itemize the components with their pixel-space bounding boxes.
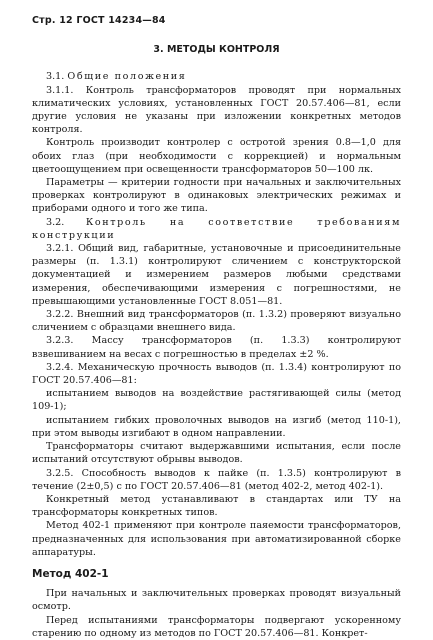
clause-3-2-5: 3.2.5. Способность выводов к пайке (п. 1.3.5) контролируют в течение (2±0,5) с по ГОСТ 20.57.406—81 (метод 402-2, метод 402-1).: [32, 467, 401, 492]
clause-title: Контроль на соответствие требованиям конструкции: [32, 216, 402, 241]
clause-number: 3.2.: [46, 216, 86, 228]
paragraph-visual-inspection: При начальных и заключительных проверках проводят визуальный осмотр.: [32, 588, 401, 613]
paragraph-bend-test: испытанием гибких проволочных выводов на изгиб (метод 110-1), при этом выводы изгибают в одном направлении.: [32, 414, 401, 439]
page-header: Стр. 12 ГОСТ 14234—84: [32, 15, 166, 26]
paragraph-tension-test: испытанием выводов на воздействие растягивающей силы (метод 109-1);: [32, 388, 401, 413]
clause-3-2-4: 3.2.4. Механическую прочность выводов (п. 1.3.4) контролируют по ГОСТ 20.57.406—81:: [32, 361, 401, 387]
paragraph-operator: Контроль производит контролер с остротой зрения 0.8—1,0 для обоих глаз (при необходимости с коррекцией) и нормальным цветоощущением при освещенности трансформаторов 50—100 лк.: [32, 137, 401, 175]
clause-3-2-3: 3.2.3. Массу трансформаторов (п. 1.3.3) контролируют взвешиванием на весах с погрешностью в пределах ±2 %.: [32, 335, 401, 360]
paragraph-withstood: Трансформаторы считают выдержавшими испытания, если после испытаний отсутствуют обрывы выводов.: [32, 441, 401, 466]
paragraph-specific-method: Конкретный метод устанавливают в стандартах или ТУ на трансформаторы конкретных типов.: [32, 493, 401, 519]
clause-title: Общие положения: [67, 71, 187, 83]
clause-3-1-heading: [32, 70, 401, 83]
paragraph-aging: Перед испытаниями трансформаторы подвергают ускоренному старению по одному из методов по ГОСТ 20.57.406—81. Конкрет-: [32, 614, 401, 639]
subheading-method-402-1: Метод 402-1: [32, 567, 109, 580]
clause-3-2-2: 3.2.2. Внешний вид трансформаторов (п. 1.3.2) проверяют визуально сличением с образцами внешнего вида.: [32, 309, 401, 334]
clause-3-2-1: 3.2.1. Общий вид, габаритные, установочные и присоединительные размеры (п. 1.3.1) контролируют сличением с конструкторской документацией и измерением размеров любыми средствами измерения, обеспечивающими измерения с погрешностями, не превышающими установленные ГОСТ 8.051—81.: [32, 243, 401, 307]
clause-number: 3.1.: [46, 71, 68, 83]
clause-3-1-1: 3.1.1. Контроль трансформаторов проводят при нормальных климатических условиях, установленных ГОСТ 20.57.406—81, если другие условия не указаны при изложении конкретных методов контроля.: [32, 84, 401, 136]
paragraph-method-402-1: Метод 402-1 применяют при контроле паяемости трансформаторов, предназначенных для использования при автоматизированной сборке аппаратуры.: [32, 520, 401, 558]
paragraph-parameters: Параметры — критерии годности при начальных и заключительных проверках контролируют в одинаковых электрических режимах и приборами одного и того же типа.: [32, 177, 401, 215]
clause-3-2-heading: [32, 216, 401, 242]
section-title: 3. МЕТОДЫ КОНТРОЛЯ: [153, 44, 280, 56]
